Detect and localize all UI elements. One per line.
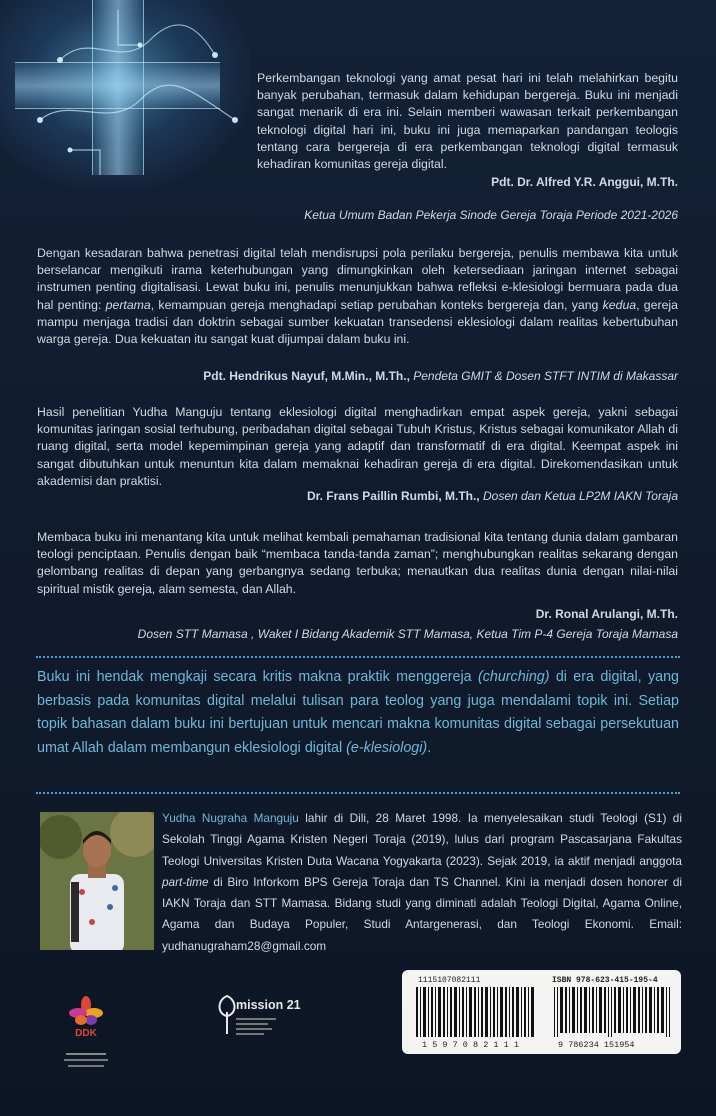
summary-em1: (churching)	[477, 669, 550, 685]
endorsement-2-role: Pendeta GMIT & Dosen STFT INTIM di Makassar	[413, 369, 678, 383]
endorsement-1-role-line	[220, 207, 678, 223]
endorsement-3-text: Hasil penelitian Yudha Manguju tentang eklesiologi digital menghadirkan empat aspek gereja, yakni sebagai komunitas jaringan sosial terhubung, peribadahan digital sebagai Tubuh Kristus, Kristus sebagai komunikator Allah di ruang digital, serta model kepemimpinan gereja yang adaptif dan transformatif di era digital. Keempat aspek ini sangat dibutuhkan untuk menuntun kita dalam memaknai kehadiran gereja di era digital. Direkomendasikan untuk akademisi dan praktisi.	[37, 405, 678, 488]
endorsement-4-name-line	[37, 606, 678, 622]
author-photo	[40, 812, 154, 950]
author-bio-em: part-time	[162, 874, 209, 889]
endorsement-1-author: Pdt. Dr. Alfred Y.R. Anggui, M.Th.	[491, 175, 678, 189]
endorsement-3-signature	[37, 488, 678, 504]
endorsement-4-author: Dr. Ronal Arulangi, M.Th.	[535, 607, 678, 621]
summary-part3: .	[427, 739, 432, 756]
author-bio-part1: lahir di Dili, 28 Maret 1998. Ia menyelesaikan studi Teologi (S1) di Sekolah Tinggi Agama Kristen Negeri Toraja (2019), lulus dari program Pascasarjana Fakultas Teologi Universitas Kristen Duta Wacana Yogyakarta (2023). Sejak 2019, ia aktif menjadi anggota	[162, 811, 682, 868]
endorsement-1-role: Ketua Umum Badan Pekerja Sinode Gereja Toraja Periode 2021-2026	[304, 208, 678, 222]
mission21-address	[236, 1018, 276, 1035]
endorsement-4-role-line	[20, 626, 678, 642]
mission21-logo-text: mission 21	[236, 998, 301, 1012]
publisher-logo-text: DDK	[75, 1028, 97, 1039]
endorsement-2-em1: pertama	[105, 297, 151, 312]
divider-top	[36, 656, 680, 658]
endorsement-3-role: Dosen dan Ketua LP2M IAKN Toraja	[482, 489, 678, 503]
book-summary	[37, 666, 679, 760]
publisher-logo-icon	[60, 995, 112, 1095]
endorsement-2-author: Pdt. Hendrikus Nayuf, M.Min., M.Th.,	[203, 369, 410, 383]
endorsement-2-part3: , gereja mampu menjaga tradisi dan doktrin sebagai sumber kekuatan transedensi eklesiologi dalam realitas kebertubuhan warga gereja. Dua kekuatan itu sangat kuat dijumpai dalam buku ini.	[37, 297, 678, 347]
divider-bottom	[36, 792, 680, 794]
barcode-panel	[402, 970, 681, 1054]
endorsement-1-name	[257, 174, 678, 190]
author-bio	[162, 808, 682, 957]
circuit-graphic	[0, 0, 250, 190]
barcode-2-bottom-number: 9 786234 151954	[558, 1040, 635, 1050]
author-name: Yudha Nugraha Manguju	[162, 811, 299, 825]
endorsement-2-part1: Dengan kesadaran bahwa penetrasi digital telah mendisrupsi pola perilaku bergereja, penulis membawa kita untuk berselancar mengikuti irama keterhubungan yang dimungkinkan oleh ketersediaan jaringan internet sebagai instrumen penting digitalisasi. Lewat buku ini, penulis menunjukkan bahwa refleksi e-klesiologi bermuara pada dua hal penting:	[37, 246, 678, 312]
publisher-logo	[60, 995, 112, 1095]
endorsement-4-text: Membaca buku ini menantang kita untuk melihat kembali pemahaman tradisional kita tentang dunia dalam gambaran teologi penciptaan. Penulis dengan baik “membaca tanda-tanda zaman”; menghubungkan realitas sekarang dengan gelombang realitas di depan yang gerbangnya sedang terbuka; menautkan dua realitas dunia dengan nilai-nilai spiritual mistik gereja, alam semesta, dan Allah.	[37, 530, 678, 596]
summary-em2: (e-klesiologi)	[346, 739, 428, 756]
author-bio-part2: di Biro Inforkom BPS Gereja Toraja dan TS Channel. Kini ia menjadi dosen honorer di IAKN Toraja dan STT Mamasa. Bidang studi yang diminati adalah Teologi Digital, Agama Online, Agama dan Budaya Populer, Studi Antargenerasi, dan Teologi Ekonomi. Email: yudhanugraham28@gmail.com	[162, 874, 682, 953]
endorsement-2-signature	[37, 368, 678, 384]
author-photo-illustration	[40, 812, 154, 950]
summary-part2: di era digital, yang berbasis pada komunitas digital melalui tulisan para teolog yang juga mendalami topik ini. Setiap topik bahasan dalam buku ini bertujuan untuk mencari makna komunitas digital sebagai persekutuan umat Allah dalam membangun eklesiologi digital	[37, 669, 679, 756]
endorsement-1-text: Perkembangan teknologi yang amat pesat hari ini telah melahirkan begitu banyak perubahan, termasuk dalam kehidupan bergereja. Buku ini menjadi sangat menarik di era ini. Selain memberi wawasan terkait perkembangan teknologi digital hari ini, buku ini juga memaparkan pandangan teologis tentang cara bergereja di era perkembangan teknologi digital termasuk kehadiran komunitas gereja digital.	[257, 71, 678, 172]
endorsement-2-text	[37, 245, 678, 348]
barcode-2	[554, 987, 670, 1037]
isbn-label: ISBN 978-623-415-195-4	[552, 976, 658, 985]
barcode-1	[416, 987, 534, 1037]
barcode-1-top-number: 1115107082111	[418, 976, 481, 985]
endorsement-2-part2: , kemampuan gereja menghadapi setiap perubahan konteks bergereja dan, yang	[150, 297, 603, 312]
mission21-logo	[212, 992, 332, 1052]
summary-part1: Buku ini hendak mengkaji secara kritis makna praktik menggereja	[37, 669, 478, 685]
endorsement-2-em2: kedua	[602, 297, 637, 312]
endorsement-3-author: Dr. Frans Paillin Rumbi, M.Th.,	[306, 489, 480, 503]
endorsement-4-role: Dosen STT Mamasa , Waket I Bidang Akademik STT Mamasa, Ketua Tim P-4 Gereja Toraja Mamasa	[137, 627, 678, 641]
barcode-1-bottom-number: 1 5 9 7 0 8 2 1 1 1	[422, 1040, 519, 1050]
